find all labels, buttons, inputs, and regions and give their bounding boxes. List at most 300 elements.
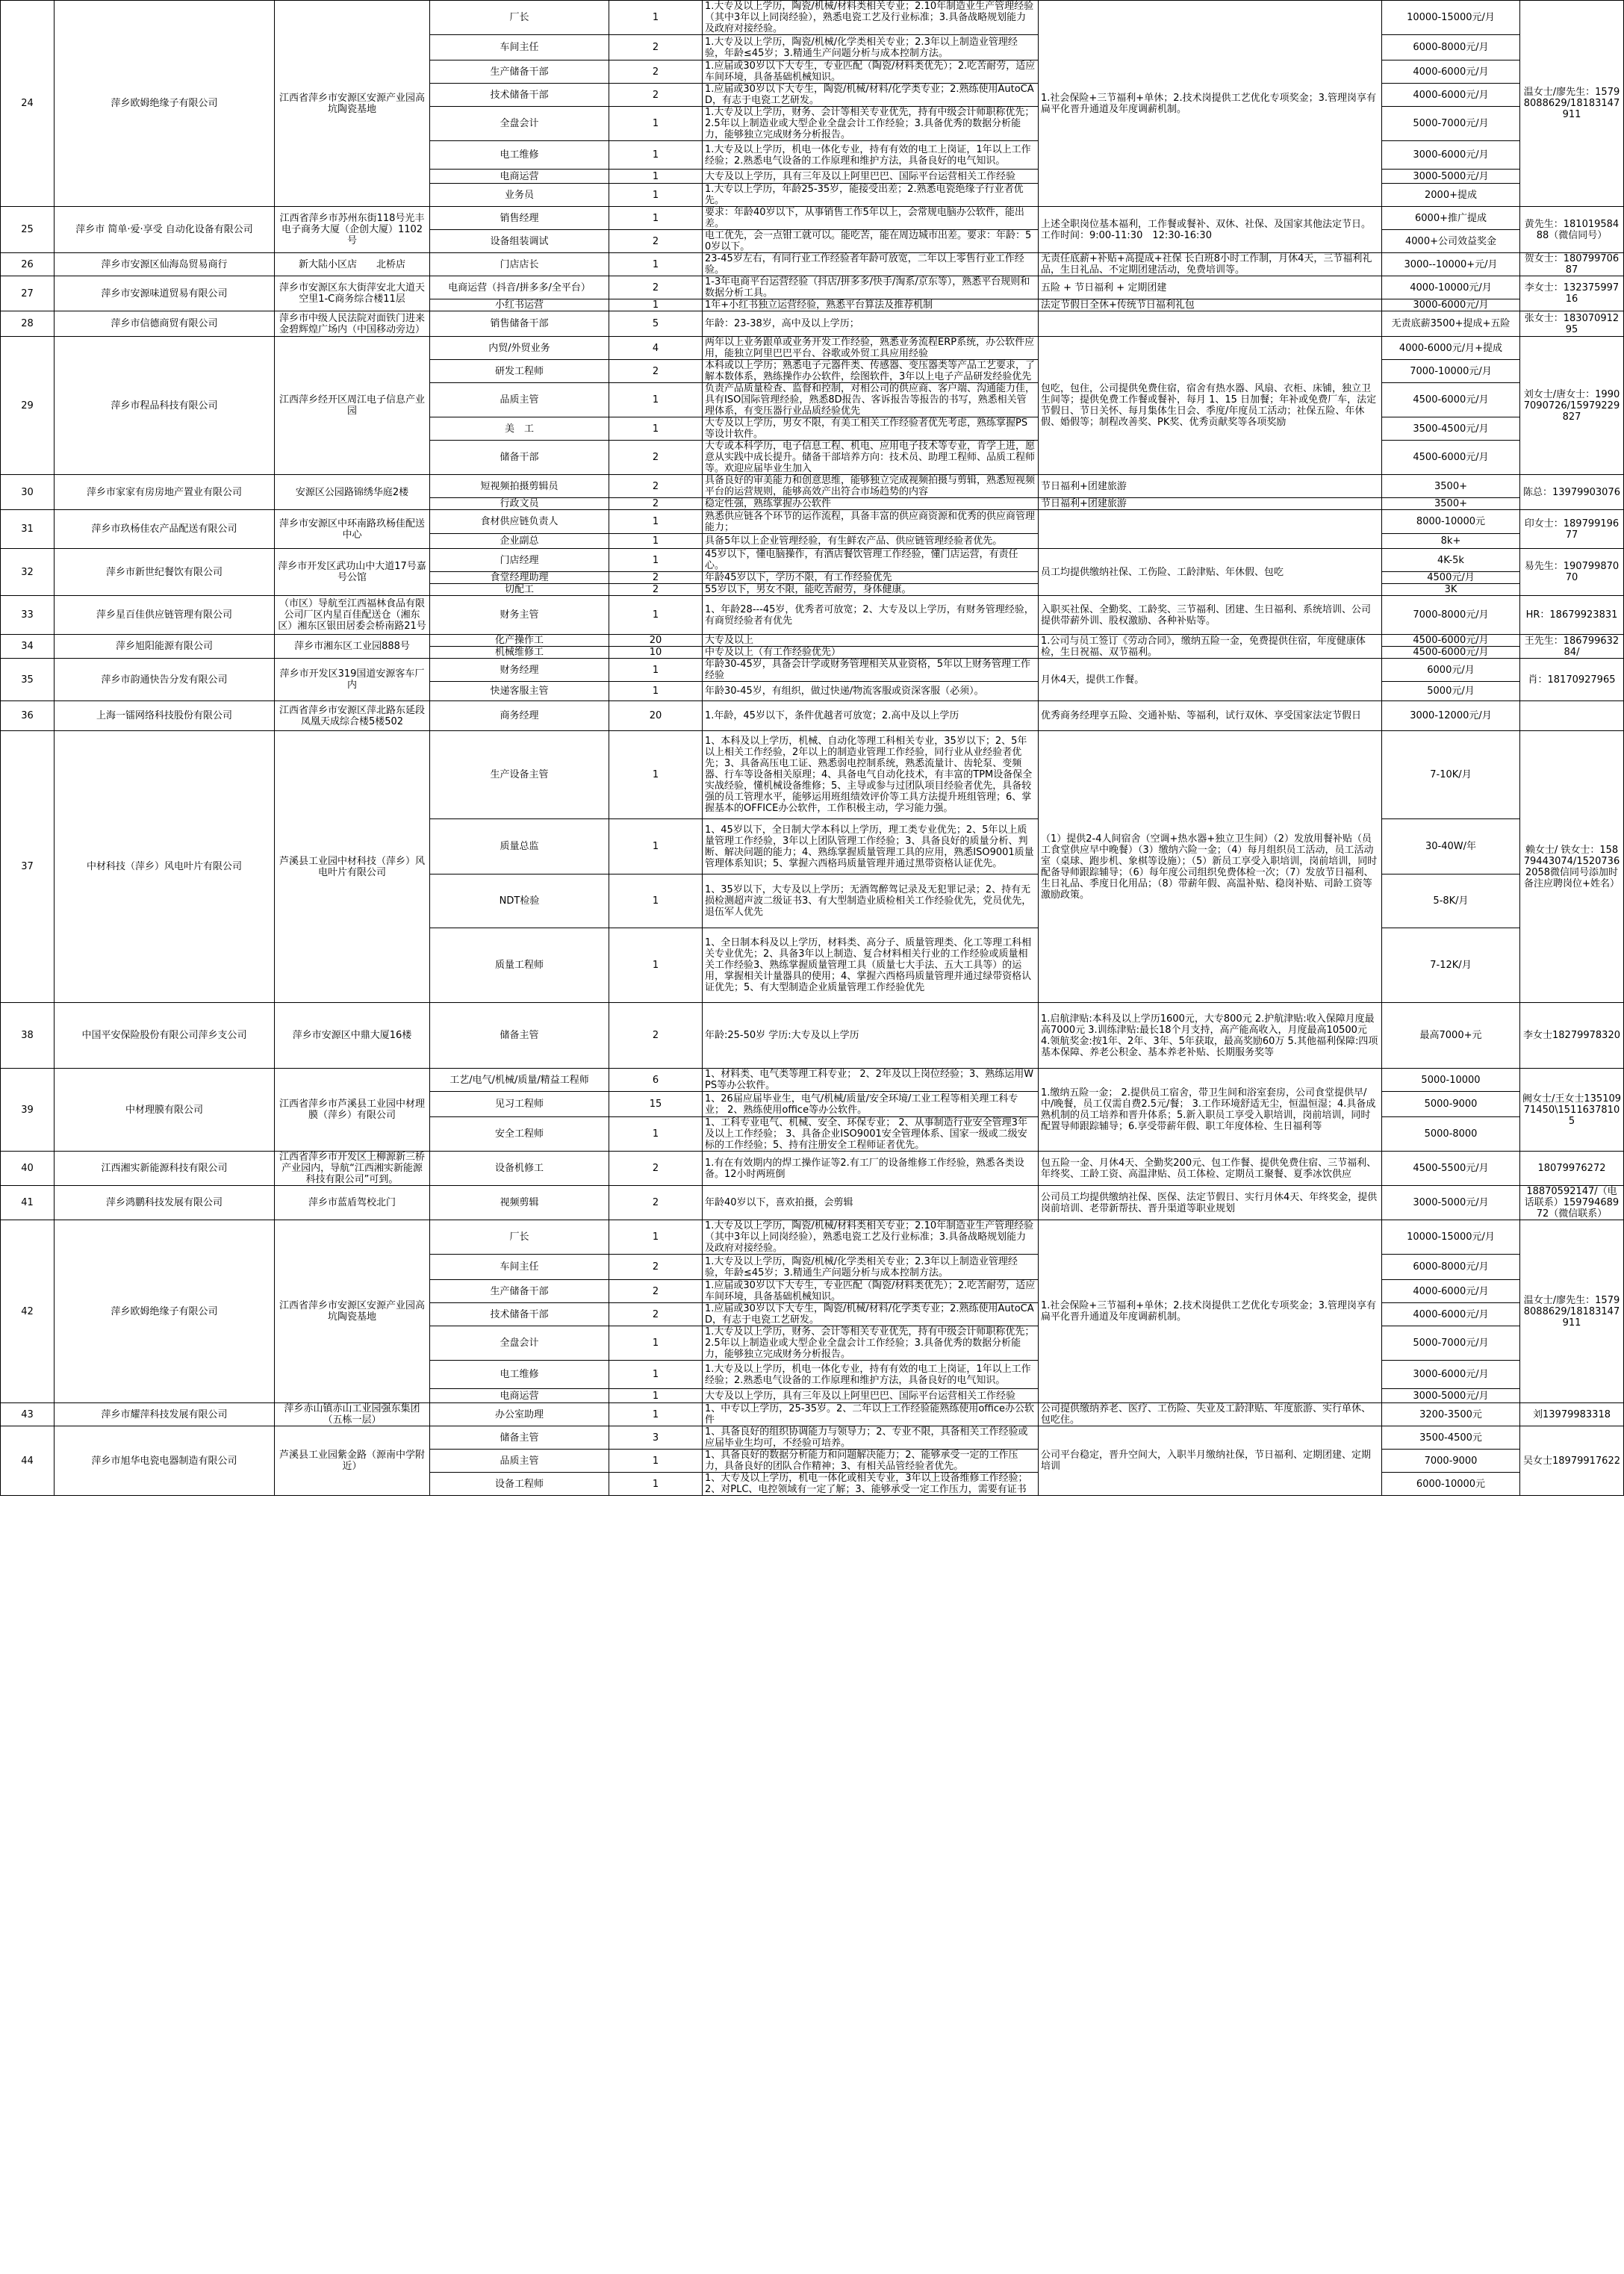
cell-position: 品质主管: [430, 383, 609, 417]
cell-benefits: 包吃，包住，公司提供免费住宿，宿舍有热水器、风扇、衣柜、床铺，独立卫生间等；提供免费工作餐或餐补，每月 1、15 日加餐；年补或免费厂车，法定节假日、节日关怀、每月集体生日会、季度/年度员工活动；社保五险、年休假、婚假等；制程改善奖、PK奖、优秀贡献奖等各项奖励: [1039, 337, 1382, 475]
cell-no: 44: [1, 1426, 55, 1496]
cell-position: 厂长: [430, 1, 609, 35]
cell-salary: 6000+推广提成: [1382, 207, 1520, 230]
cell-position: 企业副总: [430, 534, 609, 549]
cell-requirement: 1.有在有效期内的焊工操作证等2.有工厂的设备维修工作经验，熟悉各类设备。12小时两班倒: [703, 1152, 1039, 1186]
cell-salary: 6000元/月: [1382, 659, 1520, 682]
cell-salary: 3000-6000元/月: [1382, 299, 1520, 311]
cell-count: 1: [609, 170, 703, 184]
table-row: [1, 1220, 1624, 1255]
cell-count: 2: [609, 1186, 703, 1220]
cell-address: 安源区公园路锦绣华庭2楼: [275, 475, 430, 510]
cell-benefits: 公司平台稳定，晋升空间大，入职半月缴纳社保，节日福利、定期团建、定期培训: [1039, 1426, 1382, 1496]
cell-count: 1: [609, 184, 703, 207]
cell-requirement: 要求：年龄40岁以下，从事销售工作5年以上，会常规电脑办公软件，能出差。: [703, 207, 1039, 230]
cell-position: 全盘会计: [430, 1326, 609, 1361]
cell-count: 6: [609, 1069, 703, 1092]
table-row: [1, 549, 1624, 572]
table-row: [1, 1186, 1624, 1220]
cell-requirement: 大专及以上学历，具有三年及以上阿里巴巴、国际平台运营相关工作经验: [703, 170, 1039, 184]
cell-benefits: [1039, 510, 1382, 549]
cell-salary: 7000-10000元/月: [1382, 360, 1520, 383]
cell-count: 2: [609, 475, 703, 498]
table-row: [1, 276, 1624, 299]
cell-contact: 黄先生：18101958488（微信同号）: [1520, 207, 1624, 253]
cell-position: 视频剪辑: [430, 1186, 609, 1220]
cell-no: 33: [1, 596, 55, 635]
cell-contact: 肖：18170927965: [1520, 659, 1624, 701]
cell-position: NDT检验: [430, 875, 609, 928]
cell-no: 27: [1, 276, 55, 311]
cell-salary: 3000-5000元/月: [1382, 1389, 1520, 1403]
cell-company: 萍乡市旭华电瓷电器制造有限公司: [55, 1426, 275, 1496]
cell-requirement: 1.大专以上学历，年龄25-35岁，能接受出差；2.熟悉电瓷绝缘子行业者优先。: [703, 184, 1039, 207]
cell-requirement: 两年以上业务跟单或业务开发工作经验，熟悉业务流程ERP系统，办公软件应用，能独立阿里巴巴平台、谷歌或外贸工具应用经验: [703, 337, 1039, 360]
cell-count: 1: [609, 207, 703, 230]
cell-position: 电工维修: [430, 141, 609, 170]
cell-contact: 易先生：19079987070: [1520, 549, 1624, 596]
cell-count: 1: [609, 1450, 703, 1473]
cell-address: 萍乡市中级人民法院对面铁门进来金碧辉煌广场内（中国移动旁边）: [275, 311, 430, 337]
cell-requirement: 中专及以上（有工作经验优先）: [703, 647, 1039, 659]
cell-salary: 3500+: [1382, 475, 1520, 498]
cell-count: 2: [609, 84, 703, 107]
cell-benefits: 五险 + 节日福利 + 定期团建: [1039, 276, 1382, 299]
cell-company: 萍乡市家家有房房地产置业有限公司: [55, 475, 275, 510]
cell-requirement: 1年+小红书独立运营经验，熟悉平台算法及推荐机制: [703, 299, 1039, 311]
cell-count: 4: [609, 337, 703, 360]
cell-requirement: 负责产品质量检查、监督和控制，对相公司的供应商、客户端、沟通能力佳，具有ISO国际管理经验，熟悉8D报告、客诉报告等报告的书写，熟悉相关管理体系，有变压器行业品质经验优先: [703, 383, 1039, 417]
cell-address: 江西省萍乡市芦溪县工业园中材理膜（萍乡）有限公司: [275, 1069, 430, 1152]
cell-salary: 3000-6000元/月: [1382, 141, 1520, 170]
cell-requirement: 1、工科专业电气、机械、安全、环保专业； 2、从事制造行业安全管理3年及以上工作经验； 3、具备企业ISO9001安全管理体系、国家一级或二级安标的工作经验；5、持有注册安全工程师证者优先。: [703, 1117, 1039, 1152]
cell-benefits: 1.社会保险+三节福利+单休；2.技术岗提供工艺优化专项奖金；3.管理岗享有扁平化晋升通道及年度调薪机制。: [1039, 1220, 1382, 1403]
cell-no: 31: [1, 510, 55, 549]
cell-count: 2: [609, 360, 703, 383]
cell-salary: 7-10K/月: [1382, 731, 1520, 819]
cell-address: 芦溪县工业园中材科技（萍乡）风电叶片有限公司: [275, 731, 430, 1003]
cell-position: 车间主任: [430, 1255, 609, 1280]
cell-position: 快递客服主管: [430, 682, 609, 701]
cell-address: （市区）导航至江西福林食品有限公司厂区内星百佳配送仓（湘东区）湘东区银田居委会桥南路21号: [275, 596, 430, 635]
cell-position: 工艺/电气/机械/质量/精益工程师: [430, 1069, 609, 1092]
cell-requirement: 1.大专及以上学历，财务、会计等相关专业优先，持有中级会计师职称优先；2.5年以上制造业或大型企业全盘会计工作经验；3.具备优秀的数据分析能力，能够独立完成财务分析报告。: [703, 1326, 1039, 1361]
table-row: [1, 1069, 1624, 1092]
table-row: [1, 510, 1624, 534]
cell-salary: 10000-15000元/月: [1382, 1220, 1520, 1255]
cell-position: 财务主管: [430, 596, 609, 635]
cell-company: 中材科技（萍乡）风电叶片有限公司: [55, 731, 275, 1003]
cell-benefits: 包五险一金、月休4天、全勤奖200元、包工作餐、提供免费住宿、三节福利、年终奖、工龄工资、高温津贴、员工体检、定期员工聚餐、夏季冰饮供应: [1039, 1152, 1382, 1186]
cell-company: 萍乡欧姆绝缘子有限公司: [55, 1, 275, 207]
cell-position: 生产储备干部: [430, 60, 609, 84]
cell-position: 储备主管: [430, 1003, 609, 1069]
cell-position: 机械维修工: [430, 647, 609, 659]
cell-position: 门店经理: [430, 549, 609, 572]
cell-count: 2: [609, 1152, 703, 1186]
cell-benefits: 无责任底薪+补贴+高提成+社保 长白班8小时工作制，月休4天，三节福利礼品，生日礼品、不定期团建活动，免费培训等。: [1039, 253, 1382, 276]
cell-count: 15: [609, 1092, 703, 1117]
cell-address: 萍乡市安源区中环南路玖杨佳配送中心: [275, 510, 430, 549]
cell-no: 25: [1, 207, 55, 253]
cell-position: 储备主管: [430, 1426, 609, 1450]
cell-company: 萍乡市 简单·爱·享受 自动化设备有限公司: [55, 207, 275, 253]
cell-salary: 4000-10000元/月: [1382, 276, 1520, 299]
cell-benefits: 1.启航津贴:本科及以上学历1600元，大专800元 2.护航津贴:收入保障月度最高7000元 3.训练津贴:最长18个月支持，高产能高收入，月度最高10500元 4.领航奖金:按1年、2年、3年、5年获取，最高奖励60万 5.其他福利保障:四项基本保障、养老公积金、基本养老补贴、长期服务奖等: [1039, 1003, 1382, 1069]
cell-position: 小红书运营: [430, 299, 609, 311]
cell-position: 电商运营（抖音/拼多多/全平台）: [430, 276, 609, 299]
table-row: [1, 1152, 1624, 1186]
cell-requirement: 1、具备良好的数据分析能力和问题解决能力；2、能够承受一定的工作压力，具备良好的团队合作精神；3、有相关品管经验者优先。: [703, 1450, 1039, 1473]
cell-position: 办公室助理: [430, 1403, 609, 1426]
cell-no: 38: [1, 1003, 55, 1069]
cell-count: 1: [609, 1473, 703, 1496]
cell-position: 生产设备主管: [430, 731, 609, 819]
cell-no: 26: [1, 253, 55, 276]
cell-salary: 3500+: [1382, 498, 1520, 510]
cell-no: 39: [1, 1069, 55, 1152]
cell-contact: 印女士：18979919677: [1520, 510, 1624, 549]
cell-count: 1: [609, 141, 703, 170]
cell-no: 36: [1, 701, 55, 731]
cell-salary: 5000-10000: [1382, 1069, 1520, 1092]
cell-position: 商务经理: [430, 701, 609, 731]
cell-count: 1: [609, 417, 703, 441]
cell-no: 41: [1, 1186, 55, 1220]
cell-count: 1: [609, 1389, 703, 1403]
cell-benefits: 节日福利+团建旅游: [1039, 475, 1382, 498]
cell-requirement: 1、中专以上学历，25-35岁。2、二年以上工作经验能熟练使用office办公软件: [703, 1403, 1039, 1426]
cell-company: 萍乡星百佳供应链管理有限公司: [55, 596, 275, 635]
cell-count: 1: [609, 928, 703, 1003]
cell-salary: 6000-8000元/月: [1382, 1255, 1520, 1280]
cell-contact: 温女士/廖先生：15798088629/18183147911: [1520, 1220, 1624, 1403]
cell-address: 江西省萍乡市苏州东街118号光丰电子商务大厦（企创大厦）1102号: [275, 207, 430, 253]
cell-requirement: 年龄:25-50岁 学历:大专及以上学历: [703, 1003, 1039, 1069]
cell-salary: 4000-6000元/月: [1382, 1303, 1520, 1326]
cell-count: 1: [609, 682, 703, 701]
cell-requirement: 大专及以上学历，具有三年及以上阿里巴巴、国际平台运营相关工作经验: [703, 1389, 1039, 1403]
cell-benefits: 1.公司与员工签订《劳动合同》，缴纳五险一金，免费提供住宿，年度健康体检，生日祝福、双节福利。: [1039, 635, 1382, 659]
cell-salary: 4000-6000元/月+提成: [1382, 337, 1520, 360]
cell-address: 萍乡市蓝盾驾校北门: [275, 1186, 430, 1220]
cell-contact: 阙女士/王女士13510971450\15116378105: [1520, 1069, 1624, 1152]
cell-no: 24: [1, 1, 55, 207]
cell-position: 财务经理: [430, 659, 609, 682]
cell-address: 江西萍乡经开区周江电子信息产业园: [275, 337, 430, 475]
cell-contact: 18079976272: [1520, 1152, 1624, 1186]
cell-position: 食材供应链负责人: [430, 510, 609, 534]
cell-salary: 7000-9000: [1382, 1450, 1520, 1473]
table-row: [1, 1426, 1624, 1450]
cell-benefits: 公司提供缴纳养老、医疗、工伤险、失业及工龄津贴、年度旅游、实行单休、包吃住。: [1039, 1403, 1382, 1426]
cell-company: 萍乡市韵通快告分发有限公司: [55, 659, 275, 701]
table-row: [1, 1, 1624, 35]
cell-count: 1: [609, 596, 703, 635]
cell-count: 1: [609, 549, 703, 572]
cell-count: 20: [609, 635, 703, 647]
cell-count: 1: [609, 299, 703, 311]
cell-contact: 贺女士：18079970687: [1520, 253, 1624, 276]
cell-count: 20: [609, 701, 703, 731]
cell-requirement: 大专或本科学历，电子信息工程、机电、应用电子技术等专业，肯学上进，愿意从实践中成长提升。储备干部培养方向：技术员、助理工程师、品质工程师等。欢迎应届毕业生加入: [703, 441, 1039, 475]
cell-salary: 4500-6000元/月: [1382, 441, 1520, 475]
cell-contact: 张女士：18307091295: [1520, 311, 1624, 337]
cell-count: 2: [609, 1280, 703, 1303]
cell-benefits: 入职买社保、全勤奖、工龄奖、三节福利、团建、生日福利、系统培训、公司提供带薪外训、股权激励、各种补贴等。: [1039, 596, 1382, 635]
cell-requirement: 1、26届应届毕业生，电气/机械/质量/安全环境/工业工程等相关理工科专业； 2、熟练使用office等办公软件。: [703, 1092, 1039, 1117]
cell-no: 35: [1, 659, 55, 701]
cell-position: 电商运营: [430, 170, 609, 184]
cell-requirement: 23-45岁左右，有同行业工作经验者年龄可放宽，二年以上零售行业工作经验。: [703, 253, 1039, 276]
cell-salary: 4000-6000元/月: [1382, 84, 1520, 107]
cell-requirement: 45岁以下，懂电脑操作，有酒店餐饮管理工作经验，懂门店运营，有责任心。: [703, 549, 1039, 572]
cell-requirement: 大专及以上: [703, 635, 1039, 647]
cell-salary: 5-8K/月: [1382, 875, 1520, 928]
cell-salary: 5000-7000元/月: [1382, 1326, 1520, 1361]
cell-no: 29: [1, 337, 55, 475]
cell-company: 萍乡鸿鹏科技发展有限公司: [55, 1186, 275, 1220]
cell-position: 电商运营: [430, 1389, 609, 1403]
table-row: [1, 1003, 1624, 1069]
cell-count: 2: [609, 1255, 703, 1280]
cell-salary: 4500-6000元/月: [1382, 383, 1520, 417]
cell-benefits: 优秀商务经理享五险、交通补贴、等福利，试行双休、享受国家法定节假日: [1039, 701, 1382, 731]
cell-requirement: 电工优先，会一点钳工就可以。能吃苦，能在周边城市出差。要求：年龄：50岁以下。: [703, 230, 1039, 253]
cell-salary: 3000--10000+元/月: [1382, 253, 1520, 276]
cell-position: 切配工: [430, 584, 609, 596]
cell-count: 1: [609, 107, 703, 141]
table-row: [1, 207, 1624, 230]
cell-requirement: 1、年龄28---45岁，优秀者可放宽；2、大专及以上学历，有财务管理经验，有商贸经验者有优先: [703, 596, 1039, 635]
cell-position: 内贸/外贸业务: [430, 337, 609, 360]
cell-requirement: 年龄30-45岁，有组织，做过快递/物流客服或资深客服（必须）。: [703, 682, 1039, 701]
cell-no: 28: [1, 311, 55, 337]
cell-position: 技术储备干部: [430, 1303, 609, 1326]
cell-salary: 6000-8000元/月: [1382, 35, 1520, 60]
cell-salary: 30-40W/年: [1382, 819, 1520, 875]
cell-contact: 陈总：13979903076: [1520, 475, 1624, 510]
cell-contact: 李女士：13237599716: [1520, 276, 1624, 311]
cell-requirement: 本科或以上学历；熟悉电子元器件类、传感器、变压器类等产品工艺要求，了解本数体系，熟练操作办公软件，绘图软件，3年以上电子产品研发经验优先: [703, 360, 1039, 383]
cell-requirement: 1、35岁以下，大专及以上学历；无酒驾醉驾记录及无犯罪记录；2、持有无损检测超声波二级证书3、有大型制造业质检相关工作经验优先，党员优先，退伍军人优先: [703, 875, 1039, 928]
cell-address: 萍乡市安源区东大街萍安北大道天空里1-C商务综合楼11层: [275, 276, 430, 311]
cell-requirement: 1.大专及以上学历，陶瓷/机械/材料类相关专业；2.10年制造业生产管理经验（其中3年以上同岗经验），熟悉电瓷工艺及行业标准；3.具备战略规划能力及政府对接经验。: [703, 1, 1039, 35]
table-row: [1, 635, 1624, 647]
cell-count: 1: [609, 1326, 703, 1361]
cell-company: 萍乡市耀萍科技发展有限公司: [55, 1403, 275, 1426]
cell-requirement: 年龄40岁以下，喜欢拍摄，会剪辑: [703, 1186, 1039, 1220]
cell-count: 1: [609, 731, 703, 819]
cell-company: 萍乡市信德商贸有限公司: [55, 311, 275, 337]
cell-salary: 4000-6000元/月: [1382, 1280, 1520, 1303]
cell-address: 萍乡市安源区中鼎大厦16楼: [275, 1003, 430, 1069]
cell-position: 业务员: [430, 184, 609, 207]
cell-position: 化产操作工: [430, 635, 609, 647]
cell-address: 江西省萍乡市安源区安源产业园高坑陶瓷基地: [275, 1, 430, 207]
cell-company: 萍乡欧姆绝缘子有限公司: [55, 1220, 275, 1403]
cell-contact: 王先生：18679963284/: [1520, 635, 1624, 659]
cell-count: 1: [609, 1117, 703, 1152]
table-row: [1, 731, 1624, 819]
cell-benefits: 法定节假日全休+传统节日福利礼包: [1039, 299, 1382, 311]
cell-count: 1: [609, 510, 703, 534]
cell-no: 34: [1, 635, 55, 659]
cell-count: 5: [609, 311, 703, 337]
cell-salary: 8k+: [1382, 534, 1520, 549]
cell-company: 中材理膜有限公司: [55, 1069, 275, 1152]
cell-requirement: 1.应届或30岁以下大专生，专业匹配（陶瓷/材料类优先）；2.吃苦耐劳，适应车间环境，具备基础机械知识。: [703, 1280, 1039, 1303]
cell-requirement: 1.大专及以上学历，机电一体化专业，持有有效的电工上岗证，1年以上工作经验；2.熟悉电气设备的工作原理和维护方法，具备良好的电气知识。: [703, 1361, 1039, 1389]
table-row: [1, 1403, 1624, 1426]
cell-salary: 4500-5500元/月: [1382, 1152, 1520, 1186]
cell-requirement: 1.应届或30岁以下大专生，专业匹配（陶瓷/材料类优先）；2.吃苦耐劳，适应车间环境，具备基础机械知识。: [703, 60, 1039, 84]
cell-requirement: 1、本科及以上学历，机械、自动化等理工科相关专业，35岁以下；2、5年以上相关工作经验，2年以上的制造业管理工作经验，同行业从业经验者优先；3、具备高压电工证、熟悉弱电控制系统，熟悉流量计、齿轮泵、变频器、行车等设备相关原理；4、具备电气自动化技术，有丰富的TPM设备保全实战经验，懂机械设备维修；5、主导或参与过团队项目经验者优先，具备较强的员工管理水平，能够运用班组绩效评价等工具方法提升班组管理；6、掌握基本的OFFICE办公软件，工作积极主动，学习能力强。: [703, 731, 1039, 819]
table-row: [1, 253, 1624, 276]
cell-requirement: 1.年龄，45岁以下，条件优越者可放宽；2.高中及以上学历: [703, 701, 1039, 731]
cell-requirement: 1.应届或30岁以下大专生，陶瓷/机械/材料/化学类专业；2.熟练使用AutoCAD，有志于电瓷工艺研发。: [703, 84, 1039, 107]
cell-count: 1: [609, 875, 703, 928]
cell-contact: 李女士18279978320: [1520, 1003, 1624, 1069]
cell-requirement: 1、具备良好的组织协调能力与领导力；2、专业不限，具备相关工作经验或应届毕业生均可，不经验可培养。: [703, 1426, 1039, 1450]
cell-benefits: 月休4天，提供工作餐。: [1039, 659, 1382, 701]
cell-count: 3: [609, 1426, 703, 1450]
cell-count: 1: [609, 1361, 703, 1389]
cell-requirement: 具备良好的审美能力和创意思维，能够独立完成视频拍摄与剪辑，熟悉短视频平台的运营规则，能够高效产出符合市场趋势的内容: [703, 475, 1039, 498]
cell-position: 质量总监: [430, 819, 609, 875]
cell-requirement: 具备5年以上企业管理经验，有生鲜农产品、供应链管理经验者优先。: [703, 534, 1039, 549]
cell-count: 2: [609, 230, 703, 253]
table-row: [1, 475, 1624, 498]
cell-salary: 4500-6000元/月: [1382, 635, 1520, 647]
cell-position: 行政文员: [430, 498, 609, 510]
job-listing-rows: [1, 1, 1624, 1496]
cell-requirement: 1.大专及以上学历，陶瓷/机械/化学类相关专业；2.3年以上制造业管理经验，年龄≤45岁；3.精通生产问题分析与成本控制方法。: [703, 35, 1039, 60]
cell-requirement: 稳定性强，熟练掌握办公软件: [703, 498, 1039, 510]
cell-company: 上海一镭网络科技股份有限公司: [55, 701, 275, 731]
cell-count: 2: [609, 276, 703, 299]
cell-count: 2: [609, 35, 703, 60]
cell-count: 2: [609, 584, 703, 596]
cell-address: 萍乡赤山镇赤山工业园强东集团（五栋一层）: [275, 1403, 430, 1426]
cell-contact: 吴女士18979917622: [1520, 1426, 1624, 1496]
cell-position: 生产储备干部: [430, 1280, 609, 1303]
cell-position: 设备机修工: [430, 1152, 609, 1186]
cell-salary: 无责底薪3500+提成+五险: [1382, 311, 1520, 337]
cell-position: 美 工: [430, 417, 609, 441]
cell-salary: 3000-5000元/月: [1382, 170, 1520, 184]
cell-address: 江西省萍乡市安源区安源产业园高坑陶瓷基地: [275, 1220, 430, 1403]
cell-contact: [1520, 701, 1624, 731]
cell-position: 安全工程师: [430, 1117, 609, 1152]
cell-count: 1: [609, 534, 703, 549]
table-row: [1, 659, 1624, 682]
cell-count: 1: [609, 1403, 703, 1426]
cell-benefits: 节日福利+团建旅游: [1039, 498, 1382, 510]
cell-requirement: 大专及以上学历，男女不限，有美工相关工作经验者优先考虑，熟练掌握PS等设计软件。: [703, 417, 1039, 441]
cell-count: 1: [609, 659, 703, 682]
cell-address: 新大陆小区店 北桥店: [275, 253, 430, 276]
cell-salary: 5000元/月: [1382, 682, 1520, 701]
cell-address: 萍乡市开发区319国道安源客车厂内: [275, 659, 430, 701]
cell-requirement: 1.大专及以上学历，陶瓷/机械/材料类相关专业；2.10年制造业生产管理经验（其中3年以上同岗经验），熟悉电瓷工艺及行业标准；3.具备战略规划能力及政府对接经验。: [703, 1220, 1039, 1255]
cell-salary: 3200-3500元: [1382, 1403, 1520, 1426]
cell-salary: 4000+公司效益奖金: [1382, 230, 1520, 253]
table-row: [1, 701, 1624, 731]
cell-position: 销售经理: [430, 207, 609, 230]
cell-salary: 最高7000+元: [1382, 1003, 1520, 1069]
cell-count: 2: [609, 441, 703, 475]
cell-no: 37: [1, 731, 55, 1003]
cell-requirement: 1-3年电商平台运营经验（抖店/拼多多/快手/淘系/京东等），熟悉平台规则和数据分析工具。: [703, 276, 1039, 299]
cell-company: 萍乡市玖杨佳农产品配送有限公司: [55, 510, 275, 549]
cell-salary: 5000-7000元/月: [1382, 107, 1520, 141]
cell-position: 见习工程师: [430, 1092, 609, 1117]
cell-count: 1: [609, 1220, 703, 1255]
cell-position: 车间主任: [430, 35, 609, 60]
cell-requirement: 熟悉供应链各个环节的运作流程，具备丰富的供应商资源和优秀的供应商管理能力；: [703, 510, 1039, 534]
cell-position: 质量工程师: [430, 928, 609, 1003]
cell-requirement: 1、全日制本科及以上学历，材料类、高分子、质量管理类、化工等理工科相关专业优先；2、具备3年以上制造、复合材料相关行业的工作经验或质量相关工作经验3、熟练掌握质量管理工具（质量七大手法、五大工具等）的运用，掌握相关计量器具的使用；4、掌握六西格玛质量管理并通过绿带资格认证优先；5、有大型制造企业质量管理工作经验优先: [703, 928, 1039, 1003]
cell-salary: 3000-12000元/月: [1382, 701, 1520, 731]
cell-requirement: 1、45岁以下，全日制大学本科以上学历，理工类专业优先；2、5年以上质量管理工作经验，3年以上团队管理工作经验；3、具备良好的质量分析、判断、解决问题的能力；4、熟练掌握质量管理工具的应用，熟悉ISO9001质量管理体系知识；5、掌握六西格玛质量管理并通过黑带资格认证优先。: [703, 819, 1039, 875]
cell-requirement: 1、大专及以上学历，机电一体化或相关专业，3年以上设备维修工作经验；2、对PLC、电控领域有一定了解；3、能够承受一定工作压力，需要有证书: [703, 1473, 1039, 1496]
cell-salary: 4500-6000元/月: [1382, 647, 1520, 659]
cell-address: 江西省萍乡市安源区萍北路东延段凤凰天成综合楼5楼502: [275, 701, 430, 731]
cell-salary: 4000-6000元/月: [1382, 60, 1520, 84]
cell-no: 43: [1, 1403, 55, 1426]
cell-position: 全盘会计: [430, 107, 609, 141]
cell-salary: 6000-10000元: [1382, 1473, 1520, 1496]
cell-benefits: 员工均提供缴纳社保、工伤险、工龄津贴、年休假、包吃: [1039, 549, 1382, 596]
cell-salary: 3500-4500元: [1382, 1426, 1520, 1450]
cell-benefits: 上述全职岗位基本福利，工作餐或餐补、双休、社保、及国家其他法定节日。工作时间：9:00-11:30 12:30-16:30: [1039, 207, 1382, 253]
cell-salary: 2000+提成: [1382, 184, 1520, 207]
cell-requirement: 年龄：23-38岁，高中及以上学历；: [703, 311, 1039, 337]
cell-count: 1: [609, 383, 703, 417]
cell-contact: 温女士/廖先生：15798088629/18183147911: [1520, 1, 1624, 207]
cell-benefits: 公司员工均提供缴纳社保、医保、法定节假日、实行月休4天、年终奖金，提供岗前培训、老带新帮扶、晋升渠道等职业规划: [1039, 1186, 1382, 1220]
cell-company: 萍乡市新世纪餐饮有限公司: [55, 549, 275, 596]
cell-salary: 10000-15000元/月: [1382, 1, 1520, 35]
cell-salary: 8000-10000元: [1382, 510, 1520, 534]
cell-address: 江西省萍乡市开发区上柳源新三桥产业园内，导航“江西湘实新能源科技有限公司”可到。: [275, 1152, 430, 1186]
cell-company: 中国平安保险股份有限公司萍乡支公司: [55, 1003, 275, 1069]
cell-benefits: 1.缴纳五险一金； 2.提供员工宿舍，带卫生间和浴室套房，公司食堂提供早/中/晚餐，员工仅需自费2.5元/餐； 3.工作环境舒适无尘，恒温恒湿；4.具备成熟机制的员工培养和晋升体系；5.新入职员工享受入职培训，岗前培训，同时配置导师跟踪辅导；6.享受带薪年假、职工年度体检、生日福利等: [1039, 1069, 1382, 1152]
table-row: [1, 596, 1624, 635]
cell-no: 32: [1, 549, 55, 596]
cell-position: 研发工程师: [430, 360, 609, 383]
cell-salary: 3000-6000元/月: [1382, 1361, 1520, 1389]
cell-salary: 3500-4500元/月: [1382, 417, 1520, 441]
cell-contact: 刘13979983318: [1520, 1403, 1624, 1426]
cell-count: 2: [609, 1303, 703, 1326]
cell-salary: 4K-5k: [1382, 549, 1520, 572]
cell-company: 萍乡市程品科技有限公司: [55, 337, 275, 475]
cell-position: 品质主管: [430, 1450, 609, 1473]
cell-requirement: 1、材料类、电气类等理工科专业； 2、2年及以上岗位经验；3、熟练运用WPS等办公软件。: [703, 1069, 1039, 1092]
cell-salary: 7-12K/月: [1382, 928, 1520, 1003]
cell-count: 2: [609, 498, 703, 510]
cell-salary: 4500元/月: [1382, 572, 1520, 584]
cell-count: 1: [609, 1, 703, 35]
cell-salary: 3K: [1382, 584, 1520, 596]
cell-no: 40: [1, 1152, 55, 1186]
cell-benefits: [1039, 311, 1382, 337]
cell-position: 技术储备干部: [430, 84, 609, 107]
cell-salary: 5000-8000: [1382, 1117, 1520, 1152]
cell-position: 设备组装调试: [430, 230, 609, 253]
